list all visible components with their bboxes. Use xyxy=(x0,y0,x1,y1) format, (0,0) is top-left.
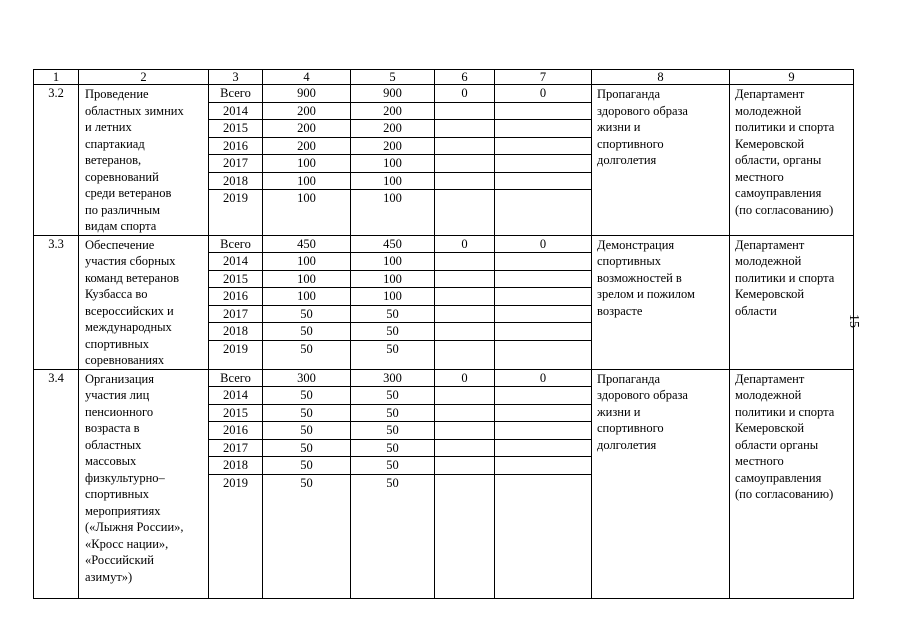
event-name-line: среди ветеранов xyxy=(85,186,172,200)
expected-result xyxy=(592,235,730,369)
year-value: 2019 xyxy=(223,191,248,205)
total-funding-value: 50 xyxy=(263,405,350,423)
total-funding-value: 100 xyxy=(263,253,350,271)
regional-funding-value: 50 xyxy=(351,422,434,440)
year-value: 2019 xyxy=(223,341,248,356)
local-funding-value xyxy=(435,475,494,492)
other-funding-value: 0 xyxy=(495,370,591,388)
event-name-line: видам спорта xyxy=(85,219,157,233)
header-cell: 2 xyxy=(79,70,209,85)
event-name-line: массовых xyxy=(85,454,137,468)
other-funding-value xyxy=(495,323,591,341)
event-name-line: международных xyxy=(85,320,172,334)
local-funding-value xyxy=(435,422,494,440)
responsible-party-line: политики и спорта xyxy=(735,270,835,285)
regional-funding-value: 200 xyxy=(351,103,434,121)
header-cell: 3 xyxy=(209,70,263,85)
responsible-party-line: Департамент xyxy=(735,87,805,101)
responsible-party-line: самоуправления xyxy=(735,470,822,485)
year-value: Всего xyxy=(209,85,262,103)
responsible-party-line: (по согласованию) xyxy=(735,487,834,501)
total-funding-value: 50 xyxy=(263,422,350,440)
event-name-line: («Лыжня России», xyxy=(85,520,184,534)
year-value: 2017 xyxy=(209,155,262,173)
other-funding-value xyxy=(495,155,591,173)
event-name xyxy=(79,85,209,236)
total-funding-value: 100 xyxy=(263,155,350,173)
expected-result-line: здорового образа xyxy=(597,103,688,118)
regional-funding-value: 100 xyxy=(351,271,434,289)
row-number: 3.2 xyxy=(34,85,79,236)
other-funding-value xyxy=(495,475,591,492)
local-funding-value xyxy=(435,190,494,207)
header-cell: 8 xyxy=(592,70,730,85)
local-funding-value xyxy=(435,155,494,173)
event-name-line: участия сборных xyxy=(85,254,176,268)
event-name-line: ветеранов, xyxy=(85,153,142,167)
local-funding-value xyxy=(435,120,494,138)
local-funding-value: 0 xyxy=(435,85,494,103)
year-value: 2016 xyxy=(209,288,262,306)
event-name-line: всероссийских и xyxy=(85,303,174,318)
regional-funding xyxy=(351,85,435,236)
total-funding-value: 300 xyxy=(263,370,350,388)
expected-result-line: возможностей в xyxy=(597,270,682,285)
event-name-line: участия лиц xyxy=(85,388,150,402)
event-name-line: Кузбасса во xyxy=(85,287,148,301)
expected-result xyxy=(592,85,730,236)
responsible-party-line: Кемеровской xyxy=(735,287,805,301)
total-funding-value: 100 xyxy=(297,191,316,205)
event-name-line: команд ветеранов xyxy=(85,270,180,285)
expected-result-line: спортивного xyxy=(597,136,664,151)
other-funding-value xyxy=(495,341,591,358)
responsible-party-line: области, органы xyxy=(735,153,822,167)
responsible-party-line: местного xyxy=(735,454,784,468)
local-funding-value xyxy=(435,271,494,289)
event-name-line: соревнованиях xyxy=(85,353,165,367)
regional-funding-value: 50 xyxy=(351,405,434,423)
expected-result-line: спортивного xyxy=(597,421,664,435)
regional-funding-value: 50 xyxy=(351,457,434,475)
event-name xyxy=(79,369,209,598)
other-funding-value xyxy=(495,190,591,207)
responsible-party-line: самоуправления xyxy=(735,186,822,200)
event-name-line: мероприятиях xyxy=(85,503,161,518)
regional-funding-value: 50 xyxy=(386,475,399,490)
year-value: Всего xyxy=(209,236,262,254)
event-name-line: спортивных xyxy=(85,487,149,501)
other-funding-value xyxy=(495,103,591,121)
regional-funding-value: 100 xyxy=(383,191,402,205)
local-funding-value xyxy=(435,440,494,458)
event-name-line: азимут») xyxy=(85,569,133,584)
year-value: 2017 xyxy=(209,306,262,324)
local-funding xyxy=(435,85,495,236)
total-funding-value: 50 xyxy=(263,440,350,458)
event-name-line: «Российский xyxy=(85,553,154,567)
local-funding xyxy=(435,235,495,369)
other-funding xyxy=(495,235,592,369)
event-name-line: Организация xyxy=(85,371,154,386)
responsible-party-line: Кемеровской xyxy=(735,136,805,151)
event-name-line: соревнований xyxy=(85,169,159,184)
responsible-party-line: молодежной xyxy=(735,103,802,118)
responsible-party-line: Департамент xyxy=(735,371,805,386)
table-row xyxy=(34,235,854,369)
total-funding-value: 100 xyxy=(263,173,350,191)
header-cell: 1 xyxy=(34,70,79,85)
regional-funding xyxy=(351,235,435,369)
total-funding-value: 50 xyxy=(300,475,313,490)
year xyxy=(209,235,263,369)
responsible-party-line: молодежной xyxy=(735,254,802,268)
total-funding xyxy=(263,369,351,598)
expected-result-line: Пропаганда xyxy=(597,371,661,386)
event-name-line: спартакиад xyxy=(85,136,145,151)
responsible-party xyxy=(730,85,854,236)
local-funding-value xyxy=(435,387,494,405)
other-funding-value: 0 xyxy=(495,85,591,103)
year-value: 2019 xyxy=(223,475,248,490)
local-funding-value xyxy=(435,341,494,358)
header-cell: 4 xyxy=(263,70,351,85)
expected-result-line: спортивных xyxy=(597,254,661,268)
regional-funding-value: 900 xyxy=(351,85,434,103)
expected-result-line: жизни и xyxy=(597,120,641,134)
expected-result-line: зрелом и пожилом xyxy=(597,287,695,301)
expected-result-line: жизни и xyxy=(597,404,641,419)
regional-funding-value: 50 xyxy=(351,440,434,458)
regional-funding-value: 50 xyxy=(351,306,434,324)
other-funding-value xyxy=(495,288,591,306)
total-funding-value: 50 xyxy=(263,306,350,324)
page-number: 15 xyxy=(846,314,861,328)
local-funding-value xyxy=(435,138,494,156)
regional-funding xyxy=(351,369,435,598)
other-funding-value xyxy=(495,253,591,271)
other-funding-value xyxy=(495,422,591,440)
other-funding-value xyxy=(495,405,591,423)
year-value: 2018 xyxy=(209,323,262,341)
year-value: 2014 xyxy=(209,253,262,271)
year-value: 2015 xyxy=(209,120,262,138)
year xyxy=(209,85,263,236)
regional-funding-value: 50 xyxy=(351,387,434,405)
other-funding xyxy=(495,85,592,236)
local-funding-value xyxy=(435,306,494,324)
event-name-line: спортивных xyxy=(85,336,149,351)
year-value: 2018 xyxy=(209,173,262,191)
regional-funding-value: 50 xyxy=(351,323,434,341)
regional-funding-value: 100 xyxy=(351,288,434,306)
year xyxy=(209,369,263,598)
header-cell: 9 xyxy=(730,70,854,85)
expected-result xyxy=(592,369,730,598)
table-row xyxy=(34,85,854,236)
year-value: 2014 xyxy=(209,387,262,405)
total-funding-value: 50 xyxy=(263,387,350,405)
other-funding-value: 0 xyxy=(495,236,591,254)
total-funding-value: 200 xyxy=(263,138,350,156)
regional-funding-value: 300 xyxy=(351,370,434,388)
total-funding-value: 450 xyxy=(263,236,350,254)
year-value: Всего xyxy=(209,370,262,388)
header-row xyxy=(34,70,854,85)
responsible-party-line: политики и спорта xyxy=(735,120,835,134)
year-value: 2015 xyxy=(209,405,262,423)
expected-result-line: долголетия xyxy=(597,437,657,452)
expected-result-line: возрасте xyxy=(597,303,643,318)
local-funding-value xyxy=(435,405,494,423)
row-number: 3.3 xyxy=(34,235,79,369)
regional-funding-value: 100 xyxy=(351,253,434,271)
other-funding-value xyxy=(495,271,591,289)
header-cell: 7 xyxy=(495,70,592,85)
local-funding-value xyxy=(435,173,494,191)
responsible-party-line: Кемеровской xyxy=(735,421,805,435)
total-funding-value: 50 xyxy=(300,341,313,356)
local-funding-value xyxy=(435,323,494,341)
other-funding-value xyxy=(495,387,591,405)
event-name-line: по различным xyxy=(85,202,161,217)
regional-funding-value: 100 xyxy=(351,173,434,191)
local-funding xyxy=(435,369,495,598)
responsible-party-line: местного xyxy=(735,169,784,184)
event-name-line: Проведение xyxy=(85,87,149,101)
responsible-party-line: молодежной xyxy=(735,388,802,402)
other-funding xyxy=(495,369,592,598)
header-cell: 5 xyxy=(351,70,435,85)
year-value: 2017 xyxy=(209,440,262,458)
responsible-party xyxy=(730,369,854,598)
event-name-line: и летних xyxy=(85,120,132,134)
row-number: 3.4 xyxy=(34,369,79,598)
event-name-line: областных xyxy=(85,437,142,452)
regional-funding-value: 100 xyxy=(351,155,434,173)
year-value: 2014 xyxy=(209,103,262,121)
regional-funding-value: 200 xyxy=(351,120,434,138)
responsible-party-line: политики и спорта xyxy=(735,404,835,419)
responsible-party-line: области xyxy=(735,303,777,318)
expected-result-line: здорового образа xyxy=(597,388,688,402)
total-funding-value: 900 xyxy=(263,85,350,103)
program-table xyxy=(33,69,854,599)
event-name-line: физкультурно– xyxy=(85,470,165,485)
expected-result-line: долголетия xyxy=(597,153,657,167)
local-funding-value: 0 xyxy=(435,370,494,388)
total-funding-value: 200 xyxy=(263,120,350,138)
other-funding-value xyxy=(495,173,591,191)
year-value: 2015 xyxy=(209,271,262,289)
year-value: 2016 xyxy=(209,422,262,440)
event-name-line: областных зимних xyxy=(85,103,184,118)
responsible-party-line: области органы xyxy=(735,437,819,452)
event-name-line: «Кросс нации», xyxy=(85,536,169,551)
other-funding-value xyxy=(495,440,591,458)
event-name xyxy=(79,235,209,369)
total-funding xyxy=(263,235,351,369)
total-funding-value: 50 xyxy=(263,457,350,475)
regional-funding-value: 200 xyxy=(351,138,434,156)
header-cell: 6 xyxy=(435,70,495,85)
local-funding-value: 0 xyxy=(435,236,494,254)
event-name-line: возраста в xyxy=(85,421,140,435)
responsible-party xyxy=(730,235,854,369)
year-value: 2016 xyxy=(209,138,262,156)
total-funding-value: 50 xyxy=(263,323,350,341)
local-funding-value xyxy=(435,457,494,475)
year-value: 2018 xyxy=(209,457,262,475)
total-funding xyxy=(263,85,351,236)
event-name-line: Обеспечение xyxy=(85,237,155,252)
other-funding-value xyxy=(495,138,591,156)
responsible-party-line: (по согласованию) xyxy=(735,202,834,217)
local-funding-value xyxy=(435,253,494,271)
expected-result-line: Демонстрация xyxy=(597,237,675,252)
other-funding-value xyxy=(495,306,591,324)
event-name-line: пенсионного xyxy=(85,404,154,419)
table-row xyxy=(34,369,854,598)
local-funding-value xyxy=(435,103,494,121)
local-funding-value xyxy=(435,288,494,306)
expected-result-line: Пропаганда xyxy=(597,87,661,101)
regional-funding-value: 450 xyxy=(351,236,434,254)
total-funding-value: 100 xyxy=(263,288,350,306)
other-funding-value xyxy=(495,457,591,475)
regional-funding-value: 50 xyxy=(386,341,399,356)
total-funding-value: 100 xyxy=(263,271,350,289)
other-funding-value xyxy=(495,120,591,138)
responsible-party-line: Департамент xyxy=(735,237,805,252)
total-funding-value: 200 xyxy=(263,103,350,121)
